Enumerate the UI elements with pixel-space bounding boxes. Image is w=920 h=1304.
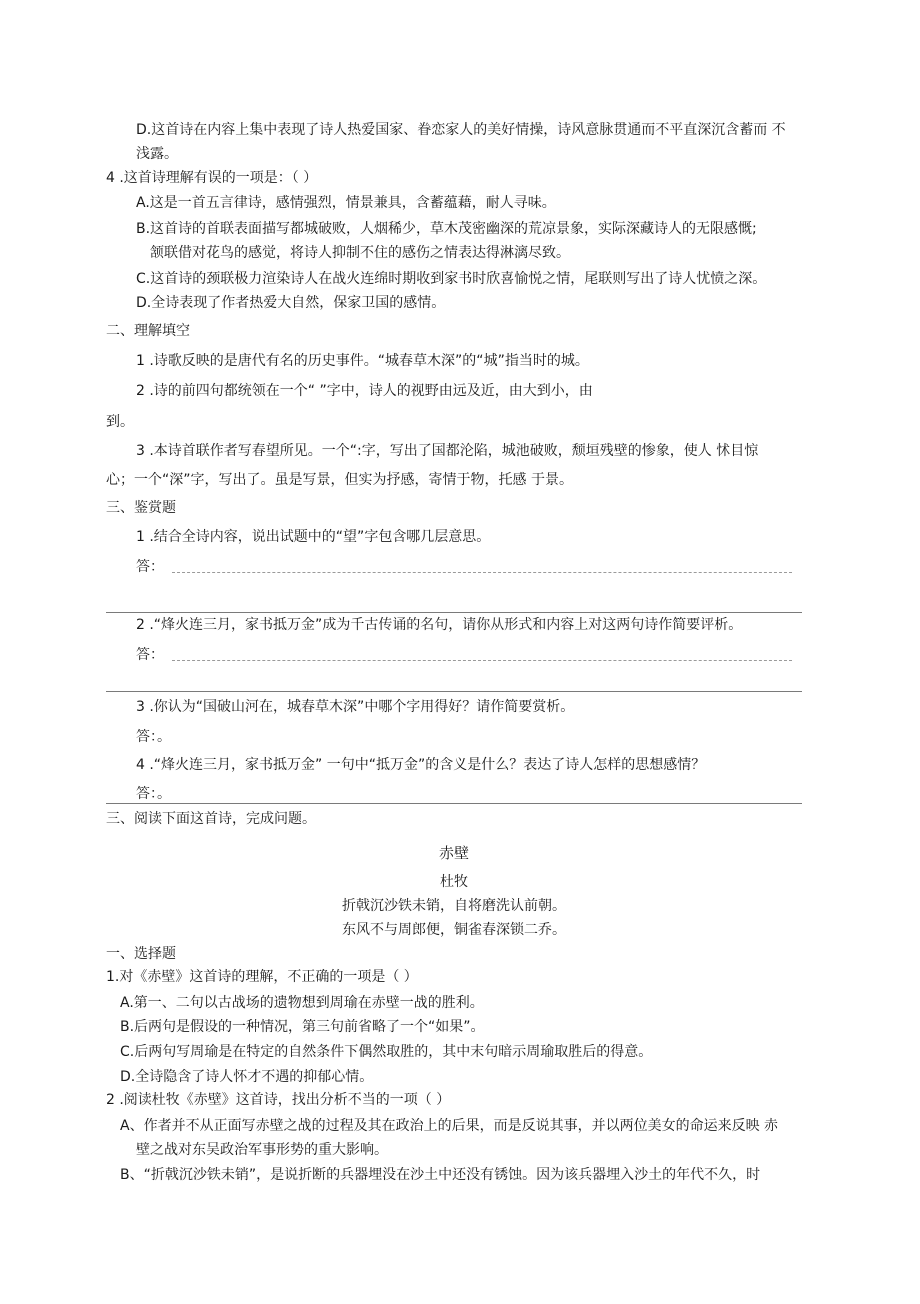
choice-q2-option-b: B、“折戟沉沙铁未销”，是说折断的兵器埋没在沙土中还没有锈蚀。因为该兵器埋入沙土的年代不久，时 <box>120 1167 761 1183</box>
q4-option-a: A.这是一首五言律诗，感情强烈，情景兼具，含蓄蕴藉，耐人寻味。 <box>136 195 556 211</box>
section-choice-heading: 一、选择题 <box>106 946 176 962</box>
fill-q3-line1: 3 .本诗首联作者写春望所见。一个“:字，写出了国都沦陷，城池破败，颓垣残壁的惨象，使人 怵目惊 <box>136 443 759 459</box>
appreciation-a2-label: 答： <box>136 647 164 663</box>
q4-option-b-line1: B.这首诗的首联表面描写都城破败，人烟稀少，草木茂密幽深的荒凉景象，实际深藏诗人的无限感慨; <box>136 221 757 237</box>
divider <box>106 803 802 804</box>
appreciation-q2: 2 .“烽火连三月，家书抵万金”成为千古传诵的名句，请你从形式和内容上对这两句诗作简要评析。 <box>136 617 743 633</box>
appreciation-a1-label: 答： <box>136 559 164 575</box>
choice-q1-option-a: A.第一、二句以古战场的遗物想到周瑜在赤壁一战的胜利。 <box>120 995 484 1011</box>
choice-q2-option-a-line2: 壁之战对东吴政治军事形势的重大影响。 <box>136 1142 388 1158</box>
appreciation-q3: 3 .你认为“国破山河在，城春草木深”中哪个字用得好？请作简要赏析。 <box>136 699 575 715</box>
q3-option-d-line1: D.这首诗在内容上集中表现了诗人热爱国家、眷恋家人的美好情操，诗风意脉贯通而不平直深沉含蓄而 不 <box>136 122 786 138</box>
choice-q2-stem: 2 .阅读杜牧《赤壁》这首诗，找出分析不当的一项（ ） <box>106 1092 451 1108</box>
fill-q2-line2: 到。 <box>106 414 134 430</box>
answer-line <box>172 572 792 573</box>
poem-line-1: 折戟沉沙铁未销，自将磨洗认前朝。 <box>342 898 566 914</box>
fill-q2-line1: 2 .诗的前四句都统领在一个“ ”字中，诗人的视野由远及近，由大到小，由 <box>136 383 593 399</box>
choice-q1-option-c: C.后两句写周瑜是在特定的自然条件下偶然取胜的，其中末句暗示周瑜取胜后的得意。 <box>120 1044 653 1060</box>
appreciation-a4-label: 答：。 <box>136 786 171 802</box>
section-appreciation-heading: 三、鉴赏题 <box>106 500 176 516</box>
q4-option-c: C.这首诗的颈联极力渲染诗人在战火连绵时期收到家书时欣喜愉悦之情，尾联则写出了诗人忧愤之深。 <box>136 271 767 287</box>
section-fill-heading: 二、理解填空 <box>106 323 190 339</box>
poem-line-2: 东风不与周郎便，铜雀春深锁二乔。 <box>342 922 566 938</box>
appreciation-a3-label: 答：。 <box>136 729 171 745</box>
choice-q2-option-a-line1: A、作者并不从正面写赤壁之战的过程及其在政治上的后果，而是反说其事，并以两位美女的命运来反映 赤 <box>120 1118 779 1134</box>
q4-stem: 4 .这首诗理解有误的一项是：（ ） <box>106 170 318 186</box>
fill-q1: 1 .诗歌反映的是唐代有名的历史事件。“城春草木深”的“城”指当时的城。 <box>136 353 589 369</box>
divider <box>106 612 802 613</box>
choice-q1-stem: 1.对《赤壁》这首诗的理解，不正确的一项是（ ） <box>106 969 418 985</box>
q4-option-b-line2: 颔联借对花鸟的感觉，将诗人抑制不住的感伤之情表达得淋漓尽致。 <box>150 245 570 261</box>
choice-q1-option-b: B.后两句是假设的一种情况，第三句前省略了一个“如果”。 <box>120 1019 485 1035</box>
appreciation-q4: 4 .“烽火连三月，家书抵万金” 一句中“抵万金”的含义是什么？表达了诗人怎样的思想感情？ <box>136 757 706 773</box>
poem-author: 杜牧 <box>440 874 468 890</box>
divider <box>106 691 802 692</box>
section-reading-heading: 三、阅读下面这首诗，完成问题。 <box>106 811 316 827</box>
q3-option-d-line2: 浅露。 <box>136 146 178 162</box>
choice-q1-option-d: D.全诗隐含了诗人怀才不遇的抑郁心情。 <box>120 1069 374 1085</box>
answer-line <box>172 660 792 661</box>
q4-option-d: D.全诗表现了作者热爱大自然，保家卫国的感情。 <box>136 295 446 311</box>
poem-title: 赤壁 <box>438 844 469 862</box>
fill-q3-line2: 心；一个“深”字，写出了。虽是写景，但实为抒感，寄情于物，托感 于景。 <box>106 472 573 488</box>
appreciation-q1: 1 .结合全诗内容，说出试题中的“望”字包含哪几层意思。 <box>136 529 491 545</box>
